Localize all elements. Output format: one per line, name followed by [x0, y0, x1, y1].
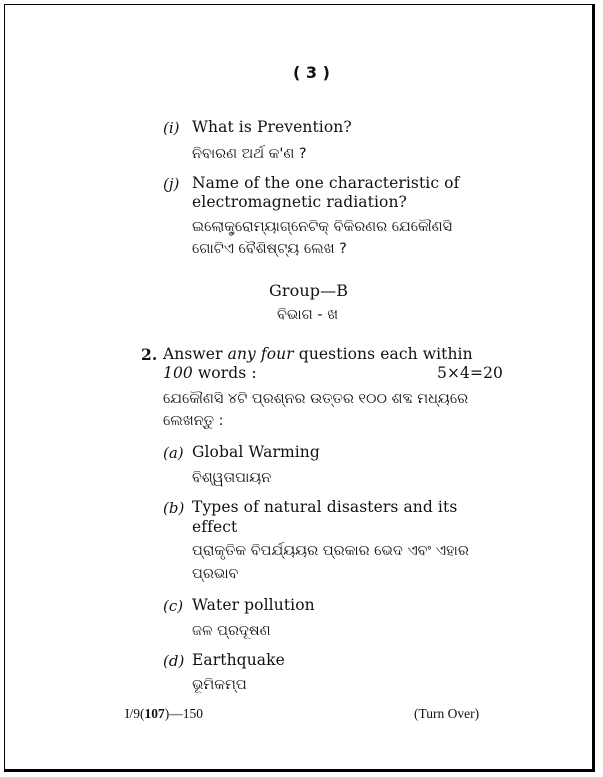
- question-j-text-line2: electromagnetic radiation?: [192, 193, 407, 211]
- subitem-a-text: Global Warming: [192, 443, 320, 461]
- question-2-line2: 100 words :: [163, 364, 257, 382]
- subitem-b-odia-line1: ପ୍ରାକୃତିକ ବିପର୍ଯ୍ୟୟର ପ୍ରକାର ଭେଦ ଏବଂ ଏହାର: [192, 543, 469, 559]
- group-title: Group—B: [269, 281, 349, 300]
- subitem-c-label: (c): [163, 597, 184, 615]
- question-2-line1: Answer any four questions each within: [163, 345, 473, 363]
- subitem-c-odia: ଜଳ ପ୍ରଦୂଷଣ: [192, 623, 271, 639]
- page-number: ( 3 ): [293, 63, 330, 82]
- subitem-d-odia: ଭୂମିକମ୍ପ: [192, 677, 247, 693]
- question-j-odia-line1: ଇଲୋକ୍ଟ୍ରୋମ୍ୟାଗ୍ନେଟିକ୍ ବିକିରଣର ଯେକୌଣସି: [192, 219, 453, 235]
- subitem-d-text: Earthquake: [192, 651, 285, 669]
- subitem-b-label: (b): [163, 499, 185, 517]
- question-i-odia: ନିବାରଣ ଅର୍ଥ କ'ଣ ?: [192, 146, 307, 162]
- subitem-a-odia: ବିଶ୍ୱତାପାୟନ: [192, 470, 272, 486]
- turn-over-label: (Turn Over): [414, 706, 480, 721]
- question-2-number: 2.: [141, 345, 158, 364]
- question-i-text: What is Prevention?: [192, 118, 352, 136]
- question-j-odia-line2: ଗୋଟିଏ ବୈଶିଷ୍ଟ୍ୟ ଲେଖ ?: [192, 241, 347, 257]
- group-title-odia: ବିଭାଗ - ଖ: [277, 307, 339, 323]
- subitem-b-text-line1: Types of natural disasters and its: [192, 498, 458, 516]
- question-i-label: (i): [163, 119, 180, 137]
- subitem-b-odia-line2: ପ୍ରଭାବ: [192, 566, 239, 582]
- subitem-d-label: (d): [163, 652, 185, 670]
- question-j-text-line1: Name of the one characteristic of: [192, 174, 460, 192]
- subitem-a-label: (a): [163, 444, 184, 462]
- question-j-label: (j): [163, 175, 180, 193]
- question-2-marks: 5×4=20: [437, 364, 504, 382]
- exam-page: [4, 4, 595, 772]
- subitem-b-text-line2: effect: [192, 518, 238, 536]
- question-2-odia-line2: ଲେଖନ୍ତୁ :: [163, 413, 224, 429]
- question-2-odia-line1: ଯେକୌଣସି ୪ଟି ପ୍ରଶ୍ନର ଉତ୍ତର ୧୦୦ ଶବ୍ଦ ମଧ୍ୟରେ: [163, 391, 469, 407]
- subitem-c-text: Water pollution: [192, 596, 315, 614]
- paper-code: I/9(107)—150: [125, 706, 203, 721]
